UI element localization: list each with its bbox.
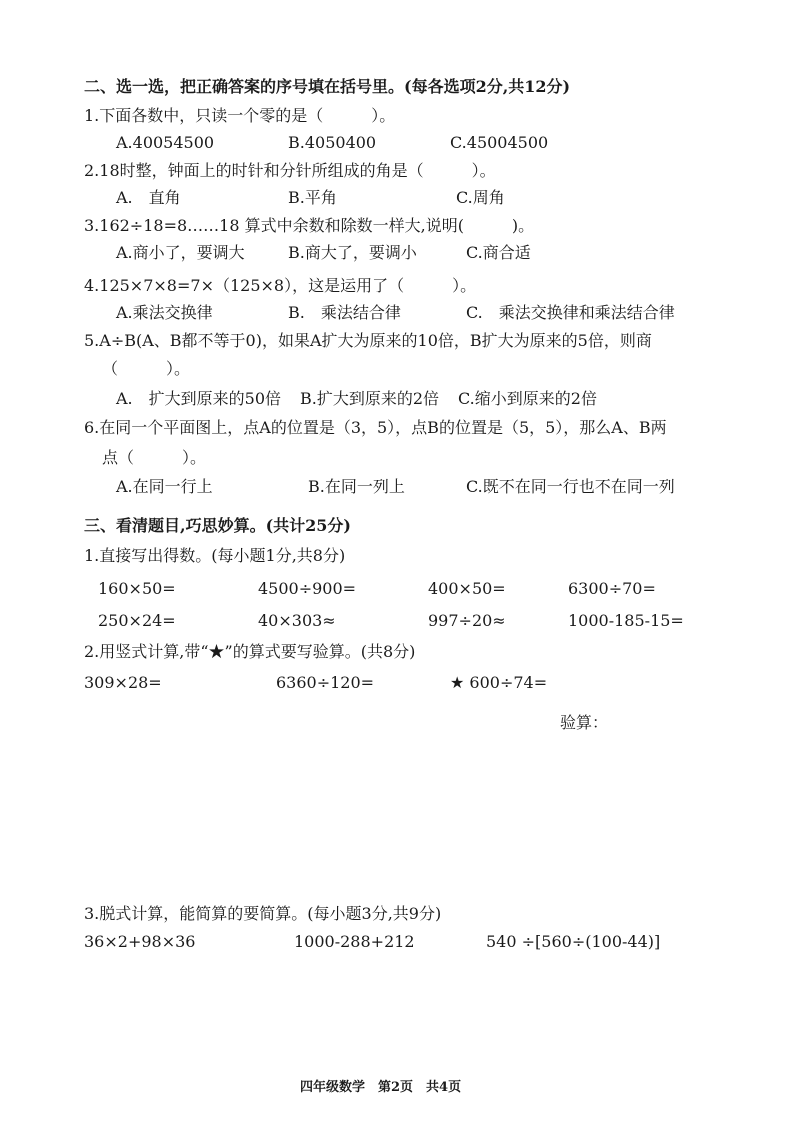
q4-option-b: B. 乘法结合律 [288, 303, 401, 322]
q2-option-c: C.周角 [456, 188, 505, 207]
page-footer: 四年级数学 第2页 共4页 [300, 1080, 462, 1095]
q3-option-a: A.商小了，要调大 [116, 243, 245, 262]
calc-item: 40×303≈ [258, 611, 336, 630]
q4-option-a: A.乘法交换律 [116, 303, 213, 322]
stepwise-calc-item: 1000-288+212 [294, 932, 415, 951]
q5-stem-continued: （ ）。 [102, 359, 191, 378]
part2-heading: 2.用竖式计算,带“★”的算式要写验算。(共8分) [84, 642, 416, 661]
calc-item: 400×50= [428, 579, 506, 598]
calc-item: 1000-185-15= [568, 611, 684, 630]
q1-option-a: A.40054500 [116, 133, 215, 152]
q2-option-a: A. 直角 [116, 188, 181, 207]
section-3-title: 三、看清题目,巧思妙算。(共计25分) [84, 516, 351, 535]
q5-stem: 5.A÷B(A、B都不等于0)，如果A扩大为原来的10倍，B扩大为原来的5倍，则商 [84, 331, 652, 350]
part3-heading: 3.脱式计算，能简算的要简算。(每小题3分,共9分) [84, 904, 442, 923]
q6-option-b: B.在同一列上 [308, 477, 405, 496]
q5-option-a: A. 扩大到原来的50倍 [116, 389, 282, 408]
calc-item: 160×50= [98, 579, 176, 598]
q3-stem: 3.162÷18=8……18 算式中余数和除数一样大,说明( )。 [84, 216, 535, 235]
section-2-title: 二、选一选，把正确答案的序号填在括号里。(每各选项2分,共12分) [84, 77, 571, 96]
q5-option-c: C.缩小到原来的2倍 [458, 389, 597, 408]
q6-stem-continued: 点（ ）。 [102, 448, 207, 467]
q3-option-b: B.商大了，要调小 [288, 243, 417, 262]
calc-item: 6300÷70= [568, 579, 656, 598]
part1-heading: 1.直接写出得数。(每小题1分,共8分) [84, 546, 346, 565]
q6-option-c: C.既不在同一行也不在同一列 [466, 477, 675, 496]
vertical-calc-item: 309×28= [84, 673, 162, 692]
vertical-calc-item: 6360÷120= [276, 673, 375, 692]
q4-option-c: C. 乘法交换律和乘法结合律 [466, 303, 675, 322]
calc-item: 997÷20≈ [428, 611, 506, 630]
q1-option-b: B.4050400 [288, 133, 377, 152]
stepwise-calc-item: 540 ÷[560÷(100-44)] [486, 932, 661, 951]
q1-stem: 1.下面各数中，只读一个零的是（ ）。 [84, 106, 396, 125]
stepwise-calc-item: 36×2+98×36 [84, 932, 196, 951]
q2-stem: 2.18时整，钟面上的时针和分针所组成的角是（ ）。 [84, 161, 496, 180]
calc-item: 250×24= [98, 611, 176, 630]
q2-option-b: B.平角 [288, 188, 337, 207]
q5-option-b: B.扩大到原来的2倍 [300, 389, 440, 408]
q1-option-c: C.45004500 [450, 133, 549, 152]
vertical-calc-item-starred: ★ 600÷74= [450, 673, 548, 692]
q3-option-c: C.商合适 [466, 243, 531, 262]
q6-option-a: A.在同一行上 [116, 477, 213, 496]
q6-stem: 6.在同一个平面图上，点A的位置是（3，5），点B的位置是（5，5），那么A、B两 [84, 418, 667, 437]
calc-item: 4500÷900= [258, 579, 357, 598]
q4-stem: 4.125×7×8=7×（125×8），这是运用了（ ）。 [84, 276, 477, 295]
check-label: 验算： [560, 713, 609, 732]
